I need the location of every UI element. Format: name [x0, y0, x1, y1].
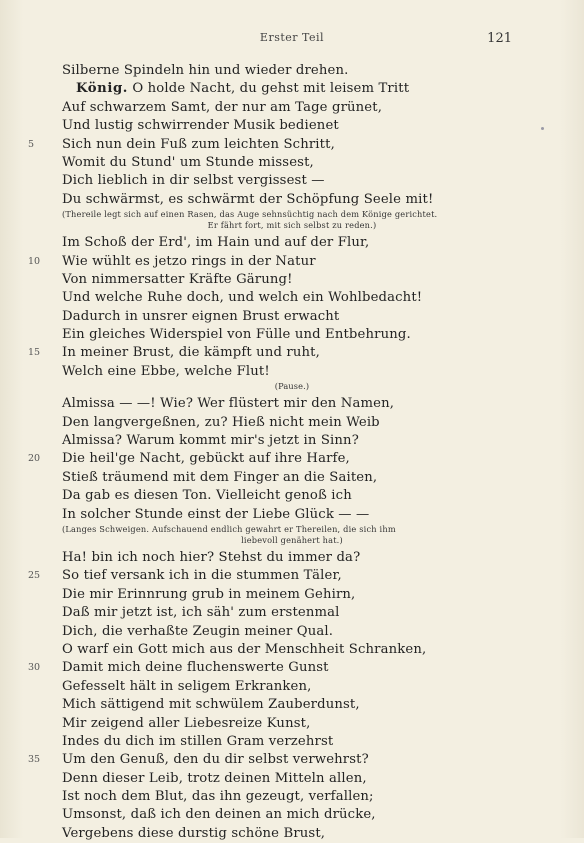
line-number: 25 — [28, 570, 41, 582]
verse-line: Womit du Stund' um Stunde missest, — [62, 154, 314, 170]
verse-line: Dich lieblich in dir selbst vergissest — — [62, 173, 325, 189]
verse-line: Ist noch dem Blut, das ihn gezeugt, verfallen; — [62, 789, 374, 805]
verse-line: Von nimmersatter Kräfte Gärung! — [62, 271, 293, 287]
text-line — [0, 154, 584, 172]
text-line — [0, 191, 584, 209]
line-number: 5 — [28, 138, 35, 150]
running-head: Erster Teil — [259, 31, 325, 44]
verse-line: Ein gleiches Widerspiel von Fülle und Entbehrung. — [62, 327, 411, 343]
text-line — [0, 363, 584, 381]
verse-line: Da gab es diesen Ton. Vielleicht genoß ich — [62, 488, 352, 504]
text-line — [0, 715, 584, 733]
verse-line: Umsonst, daß ich den deinen an mich drücke, — [62, 807, 376, 823]
text-line — [0, 659, 584, 677]
verse-line: Sich nun dein Fuß zum leichten Schritt, — [62, 136, 335, 152]
text-line — [0, 524, 584, 535]
verse-line: Um den Genuß, den du dir selbst verwehrst? — [62, 752, 369, 768]
text-line — [0, 751, 584, 769]
text-line — [0, 788, 584, 806]
text-line — [0, 381, 584, 392]
verse-line: Dich, die verhaßte Zeugin meiner Qual. — [62, 623, 334, 639]
text-line — [0, 641, 584, 659]
text-line — [0, 414, 584, 432]
verse-line: Damit mich deine fluchenswerte Gunst — [62, 660, 329, 676]
verse-line: Stieß träumend mit dem Finger an die Saiten, — [62, 469, 378, 485]
text-line — [0, 172, 584, 190]
verse-line: Mich sättigend mit schwülem Zauberdunst, — [62, 697, 360, 713]
text-line — [0, 806, 584, 824]
text-line — [0, 80, 584, 98]
stage-direction: (Thereile legt sich auf einen Rasen, das Auge sehnsüchtig nach dem Könige gerichtet. — [62, 209, 438, 220]
verse-line: Wie wühlt es jetzo rings in der Natur — [62, 253, 316, 269]
verse-line: Silberne Spindeln hin und wieder drehen. — [62, 63, 349, 78]
line-number: 30 — [28, 662, 41, 674]
text-line — [0, 344, 584, 362]
text-line — [0, 395, 584, 413]
text-line — [0, 586, 584, 604]
verse-line: Auf schwarzem Samt, der nur am Tage grünet, — [62, 99, 383, 115]
text-line — [0, 136, 584, 154]
page-number: 121 — [487, 31, 512, 46]
verse-line: Im Schoß der Erd', im Hain und auf der Flur, — [62, 235, 370, 251]
text-line — [0, 308, 584, 326]
verse-line: Die heil'ge Nacht, gebückt auf ihre Harfe, — [62, 451, 350, 467]
text-line — [0, 825, 584, 843]
text-line — [0, 506, 584, 524]
text-line — [0, 271, 584, 289]
verse-line: In meiner Brust, die kämpft und ruht, — [62, 345, 320, 361]
line-number: 35 — [28, 754, 41, 766]
verse-line: Almissa? Warum kommt mir's jetzt in Sinn? — [62, 433, 359, 449]
speaker-name: König. — [76, 81, 128, 97]
verse-line: O warf ein Gott mich aus der Menschheit Schranken, — [62, 641, 427, 657]
text-line — [0, 696, 584, 714]
stage-direction: (Pause.) — [274, 381, 310, 392]
text-line — [0, 733, 584, 751]
text-line — [0, 450, 584, 468]
verse-line: Welch eine Ebbe, welche Flut! — [62, 363, 270, 379]
text-line — [0, 234, 584, 252]
verse-line: Und lustig schwirrender Musik bedienet — [62, 118, 339, 134]
verse-line: Ha! bin ich noch hier? Stehst du immer da? — [62, 549, 361, 565]
verse-line-text: O holde Nacht, du gehst mit leisem Tritt — [127, 81, 410, 97]
verse-line: Den langvergeßnen, zu? Hieß nicht mein Weib — [62, 414, 380, 430]
verse-line: Und welche Ruhe doch, und welch ein Wohlbedacht! — [62, 290, 423, 306]
text-line — [0, 549, 584, 567]
text-line — [0, 99, 584, 117]
verse-line: In solcher Stunde einst der Liebe Glück — — — [62, 506, 370, 522]
line-number: 10 — [28, 255, 41, 267]
text-line — [0, 209, 584, 220]
line-number: 15 — [28, 347, 41, 359]
line-number: 20 — [28, 453, 41, 465]
text-line — [0, 770, 584, 788]
verse-line: Dadurch in unsrer eignen Brust erwacht — [62, 308, 340, 324]
verse-text — [0, 62, 584, 843]
text-line — [0, 623, 584, 641]
verse-line: Vergebens diese durstig schöne Brust, — [62, 825, 326, 841]
text-line — [0, 487, 584, 505]
text-line — [0, 567, 584, 585]
text-line — [0, 469, 584, 487]
text-line — [0, 326, 584, 344]
text-line — [0, 678, 584, 696]
stage-direction: liebevoll genähert hat.) — [241, 534, 343, 545]
text-line — [0, 117, 584, 135]
text-line — [0, 604, 584, 622]
text-line — [0, 253, 584, 271]
verse-line: Du schwärmst, es schwärmt der Schöpfung Seele mit! — [62, 191, 434, 207]
text-line — [0, 535, 584, 546]
text-line — [0, 289, 584, 307]
verse-line: Indes du dich im stillen Gram verzehrst — [62, 733, 334, 749]
text-line — [0, 220, 584, 231]
verse-line: Daß mir jetzt ist, ich säh' zum erstenmal — [62, 605, 340, 621]
stage-direction: Er fährt fort, mit sich selbst zu reden.) — [207, 220, 377, 231]
page-header — [0, 31, 584, 47]
verse-line: Denn dieser Leib, trotz deinen Mitteln allen, — [62, 770, 367, 786]
verse-line: Mir zeigend aller Liebesreize Kunst, — [62, 715, 311, 731]
verse-line: Gefesselt hält in seligem Erkranken, — [62, 678, 312, 694]
verse-line: Almissa — —! Wie? Wer flüstert mir den Namen, — [62, 396, 395, 412]
verse-line: Die mir Erinnrung grub in meinem Gehirn, — [62, 586, 356, 602]
verse-line: So tief versank ich in die stummen Täler, — [62, 568, 342, 584]
text-line — [0, 62, 584, 80]
stage-direction: (Langes Schweigen. Aufschauend endlich gewahrt er Thereilen, die sich ihm — [62, 523, 396, 534]
text-line — [0, 432, 584, 450]
verse-line — [76, 80, 409, 98]
